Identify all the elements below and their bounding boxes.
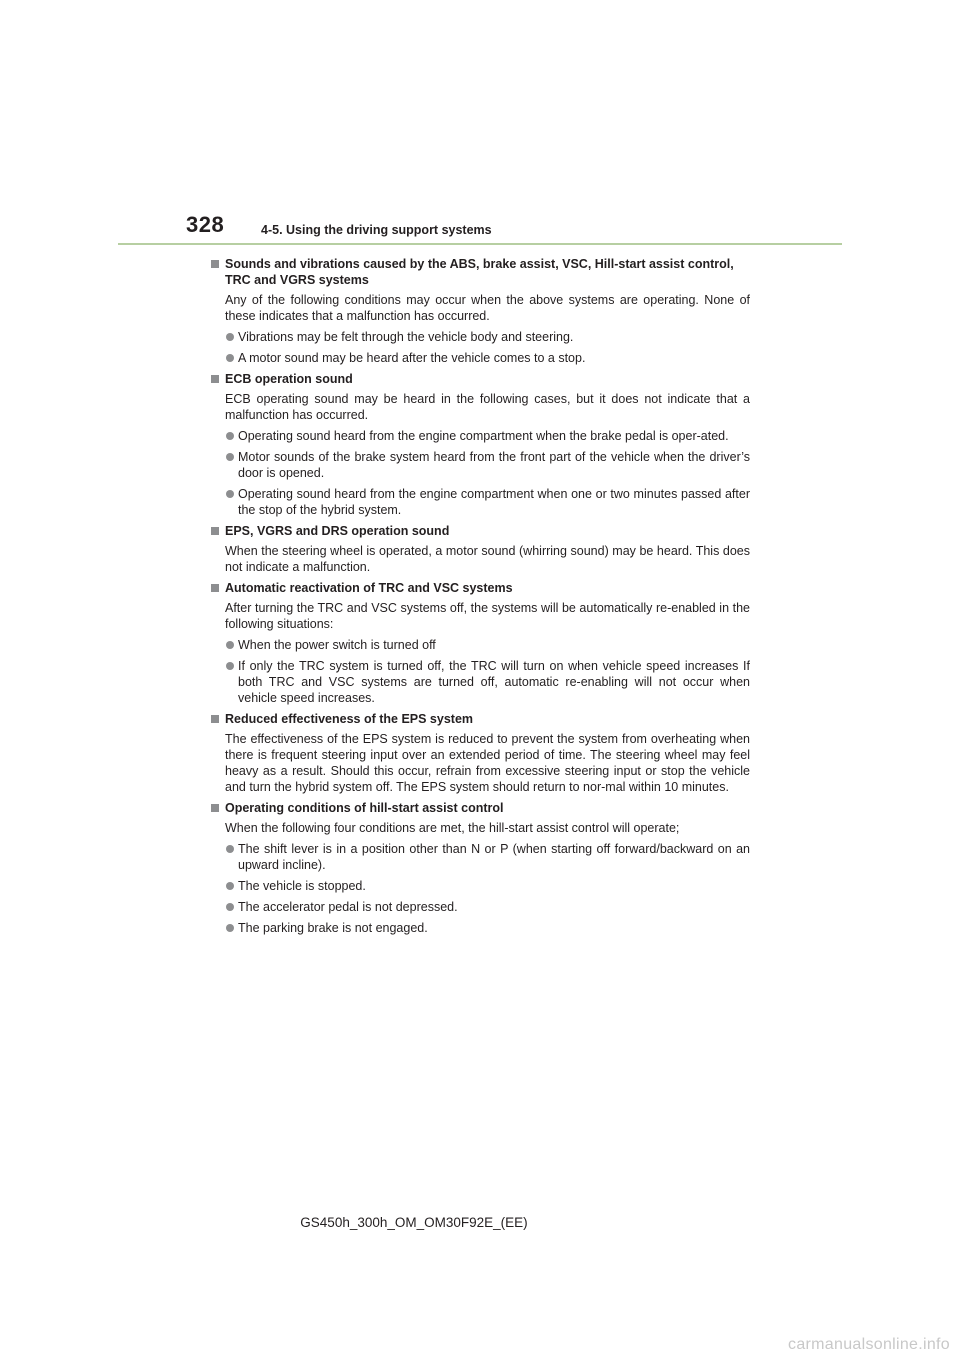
circle-bullet-icon bbox=[226, 432, 234, 440]
list-item: The vehicle is stopped. bbox=[210, 878, 750, 894]
section-title: 4-5. Using the driving support systems bbox=[261, 223, 492, 237]
section-reduced-eps-effectiveness bbox=[210, 711, 750, 795]
watermark: carmanualsonline.info bbox=[788, 1336, 950, 1353]
section-sounds-vibrations bbox=[210, 256, 750, 366]
list-item: Motor sounds of the brake system heard from the front part of the vehicle when the driver’s door is opened. bbox=[210, 449, 750, 481]
list-item: Operating sound heard from the engine compartment when the brake pedal is oper-ated. bbox=[210, 428, 750, 444]
section-heading: Sounds and vibrations caused by the ABS, brake assist, VSC, Hill-start assist control, TRC and VGRS systems bbox=[210, 256, 750, 288]
list-item: If only the TRC system is turned off, the TRC will turn on when vehicle speed increases If both TRC and VSC systems are turned off, automatic re-enabling will not occur when vehicle speed increases. bbox=[210, 658, 750, 706]
section-heading: Reduced effectiveness of the EPS system bbox=[210, 711, 750, 727]
section-paragraph: The effectiveness of the EPS system is reduced to prevent the system from overheating when there is frequent steering input over an extended period of time. The steering wheel may feel heavy as a result. Should this occur, refrain from excessive steering input or stop the vehicle and turn the hybrid system off. The EPS system should return to nor-mal within 10 minutes. bbox=[225, 732, 750, 794]
section-paragraph: After turning the TRC and VSC systems off, the systems will be automatically re-enabled in the following situations: bbox=[225, 601, 750, 631]
circle-bullet-icon bbox=[226, 641, 234, 649]
page-number: 328 bbox=[186, 212, 225, 237]
header-divider bbox=[118, 243, 842, 245]
section-paragraph: Any of the following conditions may occur when the above systems are operating. None of these indicates that a malfunction has occurred. bbox=[225, 293, 750, 323]
circle-bullet-icon bbox=[226, 490, 234, 498]
list-item: Operating sound heard from the engine compartment when one or two minutes passed after the stop of the hybrid system. bbox=[210, 486, 750, 518]
circle-bullet-icon bbox=[226, 333, 234, 341]
list-item: When the power switch is turned off bbox=[210, 637, 750, 653]
section-paragraph: When the steering wheel is operated, a motor sound (whirring sound) may be heard. This does not indicate a malfunction. bbox=[225, 544, 750, 574]
square-bullet-icon bbox=[211, 260, 219, 268]
circle-bullet-icon bbox=[226, 924, 234, 932]
circle-bullet-icon bbox=[226, 453, 234, 461]
list-item: Vibrations may be felt through the vehicle body and steering. bbox=[210, 329, 750, 345]
square-bullet-icon bbox=[211, 715, 219, 723]
circle-bullet-icon bbox=[226, 882, 234, 890]
list-item: The accelerator pedal is not depressed. bbox=[210, 899, 750, 915]
section-hill-start-conditions bbox=[210, 800, 750, 936]
section-heading: Automatic reactivation of TRC and VSC systems bbox=[210, 580, 750, 596]
page-header bbox=[0, 0, 960, 250]
list-item: The shift lever is in a position other than N or P (when starting off forward/backward on an upward incline). bbox=[210, 841, 750, 873]
circle-bullet-icon bbox=[226, 845, 234, 853]
square-bullet-icon bbox=[211, 375, 219, 383]
list-item: The parking brake is not engaged. bbox=[210, 920, 750, 936]
page-content bbox=[210, 256, 750, 941]
section-ecb-operation-sound bbox=[210, 371, 750, 518]
circle-bullet-icon bbox=[226, 354, 234, 362]
section-paragraph: ECB operating sound may be heard in the following cases, but it does not indicate that a malfunction has occurred. bbox=[225, 392, 750, 422]
section-automatic-reactivation bbox=[210, 580, 750, 706]
square-bullet-icon bbox=[211, 804, 219, 812]
section-paragraph: When the following four conditions are met, the hill-start assist control will operate; bbox=[225, 821, 680, 835]
square-bullet-icon bbox=[211, 527, 219, 535]
manual-code: GS450h_300h_OM_OM30F92E_(EE) bbox=[300, 1215, 528, 1230]
square-bullet-icon bbox=[211, 584, 219, 592]
circle-bullet-icon bbox=[226, 903, 234, 911]
section-heading: Operating conditions of hill-start assist control bbox=[210, 800, 750, 816]
circle-bullet-icon bbox=[226, 662, 234, 670]
list-item: A motor sound may be heard after the vehicle comes to a stop. bbox=[210, 350, 750, 366]
section-eps-vgrs-drs-sound bbox=[210, 523, 750, 575]
section-heading: ECB operation sound bbox=[210, 371, 750, 387]
section-heading: EPS, VGRS and DRS operation sound bbox=[210, 523, 750, 539]
